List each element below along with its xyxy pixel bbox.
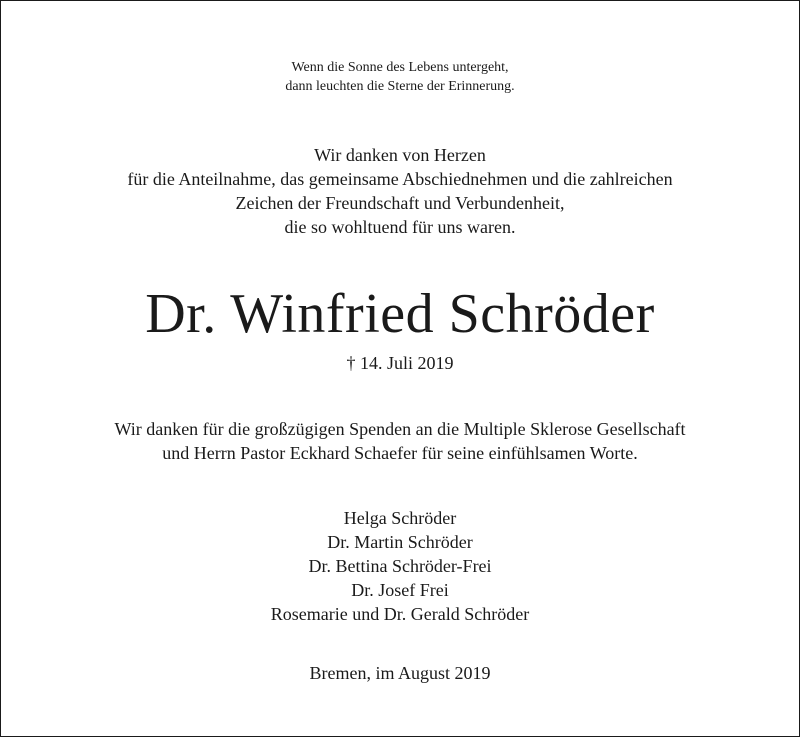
signer-name: Dr. Josef Frei [351,580,449,600]
signer-name: Rosemarie und Dr. Gerald Schröder [270,604,530,624]
thanks-line-2: Zeichen der Freundschaft und Verbundenheit, [235,193,565,213]
motto-quote [1,58,799,96]
death-date: † 14. Juli 2019 [346,353,454,373]
motto-line-2: dann leuchten die Sterne der Erinnerung. [285,79,515,94]
signers-list [1,506,799,626]
donations-thanks [1,417,799,465]
motto-line-1: Wenn die Sonne des Lebens untergeht, [291,60,509,75]
donations-line-2: und Herrn Pastor Eckhard Schaefer für seine einfühlsamen Worte. [162,443,638,463]
signer-name: Dr. Bettina Schröder-Frei [308,556,492,576]
deceased-name: Dr. Winfried Schröder [145,283,655,345]
thanks-line-3: die so wohltuend für uns waren. [284,217,516,237]
thanks-heading: Wir danken von Herzen [314,145,486,165]
signer-name: Helga Schröder [343,508,457,528]
thanks-section [1,143,799,239]
signer-name: Dr. Martin Schröder [327,532,473,552]
thanks-line-1: für die Anteilnahme, das gemeinsame Abschiednehmen und die zahlreichen [127,169,673,189]
place-and-date: Bremen, im August 2019 [309,663,491,683]
donations-line-1: Wir danken für die großzügigen Spenden an die Multiple Sklerose Gesellschaft [114,419,686,439]
